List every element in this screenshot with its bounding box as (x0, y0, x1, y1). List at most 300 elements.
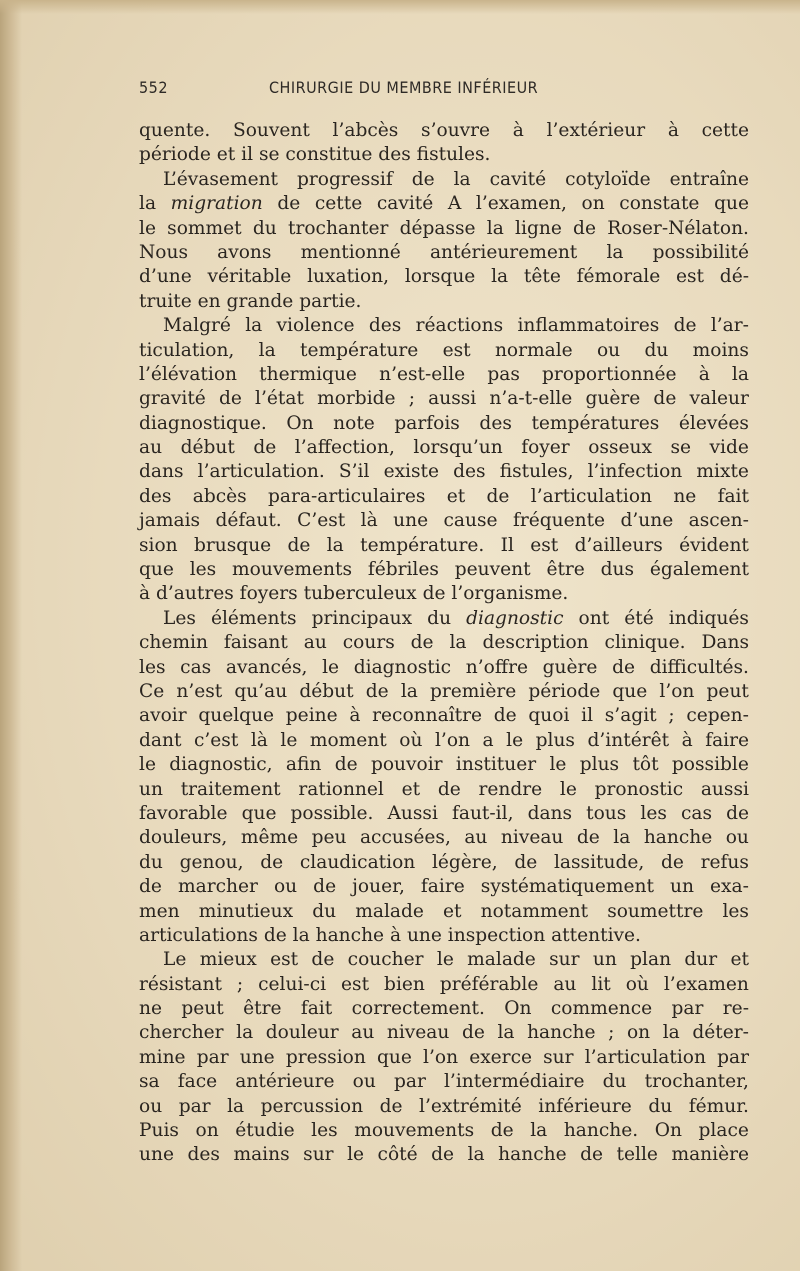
word: est (341, 973, 370, 995)
word: on (195, 1120, 219, 1142)
word: résistant (139, 973, 222, 995)
word: on (626, 1022, 651, 1044)
word: refus (700, 851, 749, 873)
word: de (411, 168, 435, 190)
word: dans (527, 802, 573, 824)
word: d’intérêt (587, 729, 670, 751)
word: là (360, 510, 378, 532)
word: il (581, 705, 594, 727)
word: A (447, 193, 462, 215)
word: favorable (139, 802, 228, 824)
word: le (139, 217, 156, 239)
word: Les (163, 607, 196, 629)
word: du (644, 339, 669, 361)
word: la (258, 339, 276, 361)
word: dur (684, 949, 718, 971)
word: le (280, 729, 298, 751)
word: ou (139, 1095, 163, 1117)
word: afin (285, 754, 322, 776)
word: percussion (260, 1095, 364, 1117)
word: entraîne (669, 168, 749, 190)
word: tous (586, 802, 627, 824)
word: rendre (478, 778, 543, 800)
word: et (730, 949, 749, 971)
text-line (139, 1021, 749, 1045)
word: tôt (632, 754, 659, 776)
word: des (139, 485, 172, 507)
word: mouvements (354, 1120, 475, 1142)
text-line (139, 1095, 749, 1119)
word: cette (314, 193, 363, 215)
text-line (139, 875, 749, 899)
word: est (442, 339, 471, 361)
word: la (227, 1095, 245, 1117)
text-line (139, 582, 749, 606)
word: possible. (290, 802, 374, 824)
word: des (368, 315, 402, 337)
word: le (347, 1144, 365, 1166)
word: fébriles (367, 559, 439, 581)
word: de (461, 1022, 485, 1044)
word: On (504, 998, 532, 1020)
word: les (640, 802, 667, 824)
word: brusque (193, 534, 272, 556)
word: étudie (235, 1120, 295, 1142)
word: indiqués (668, 607, 749, 629)
word: instituer (455, 754, 537, 776)
word: préférable (439, 973, 539, 995)
word: du (602, 1071, 627, 1093)
word: est (676, 266, 705, 288)
word: mine (139, 1046, 186, 1068)
word: sur (549, 949, 580, 971)
word: début (299, 680, 354, 702)
word: le (559, 778, 577, 800)
word: fait (300, 998, 333, 1020)
word: ; (668, 705, 675, 727)
word: de (277, 193, 301, 215)
word: pas (487, 363, 520, 385)
line-text: à d’autres foyers tuberculeux de l’organisme. (139, 583, 569, 605)
word: men (139, 900, 180, 922)
body-text (139, 119, 749, 1168)
word: luxation, (307, 266, 390, 288)
word: véritable (207, 266, 292, 288)
word: systématiquement (480, 876, 654, 898)
text-line (139, 948, 749, 972)
word: de (673, 315, 697, 337)
word: cas (180, 656, 212, 678)
word: malade (355, 900, 424, 922)
word: un (592, 949, 617, 971)
word: fémorale (576, 266, 661, 288)
text-line (139, 339, 749, 363)
text-line (139, 460, 749, 484)
word: l’articulation. (197, 461, 325, 483)
word: de (612, 656, 636, 678)
word: de (260, 851, 284, 873)
word: de (493, 705, 517, 727)
word: côté (377, 1144, 418, 1166)
word: et (443, 900, 462, 922)
text-line (139, 607, 749, 631)
word: la (613, 827, 631, 849)
word: Puis (139, 1120, 179, 1142)
word: pression (285, 1046, 366, 1068)
word: peut (181, 998, 224, 1020)
word: note (333, 412, 375, 434)
word: également (649, 559, 749, 581)
word: même (240, 827, 299, 849)
running-title: CHIRURGIE DU MEMBRE INFÉRIEUR (269, 78, 539, 97)
word: n’a-t-elle (489, 388, 573, 410)
word: ; (236, 973, 244, 995)
word: diagnostique. (139, 412, 267, 434)
word: défaut. (215, 510, 282, 532)
word: clinique. (604, 632, 686, 654)
word: foyer (521, 437, 570, 459)
text-line (139, 802, 749, 826)
word: sa (139, 1071, 160, 1093)
word: été (624, 607, 654, 629)
word: chemin (139, 632, 208, 654)
word: sion (139, 534, 178, 556)
word: l’élévation (139, 363, 237, 385)
word: antérieurement (429, 241, 578, 263)
text-line (139, 729, 749, 753)
word: quente. (139, 120, 211, 141)
text-line (139, 241, 749, 265)
word: l’articulation (530, 485, 653, 507)
word: l’état (255, 388, 304, 410)
word: peut (706, 680, 749, 702)
word: abcès (192, 485, 247, 507)
word: para-articulaires (268, 485, 426, 507)
word: du (427, 607, 452, 629)
word: de (218, 388, 242, 410)
word: d’une (620, 510, 674, 532)
word: peine (285, 705, 338, 727)
word: pouvoir (370, 754, 443, 776)
text-line (139, 265, 749, 289)
word: celui-ci (258, 973, 327, 995)
word: face (177, 1071, 218, 1093)
word: ne (139, 998, 162, 1020)
word: progressif (297, 168, 393, 190)
word: à (512, 120, 524, 141)
word: la (400, 680, 418, 702)
word: ; (608, 1022, 615, 1044)
word: la (606, 241, 624, 263)
text-line (139, 485, 749, 509)
word: du (648, 1095, 673, 1117)
word: période (528, 680, 601, 702)
word: de (653, 388, 677, 410)
word: n’est (176, 680, 223, 702)
word: trochanter (287, 217, 389, 239)
word: n’est-elle (379, 363, 466, 385)
word: des (479, 412, 512, 434)
word: au (553, 973, 577, 995)
word: Souvent (232, 120, 310, 141)
word: à (698, 363, 710, 385)
word: mouvements (232, 559, 352, 581)
word: faisant (223, 632, 288, 654)
word: notamment (480, 900, 589, 922)
word: sur (543, 1046, 574, 1068)
word: là (250, 729, 268, 751)
word: la (467, 1144, 485, 1166)
word: peuvent (454, 559, 531, 581)
word: au (351, 1022, 375, 1044)
word: constate (619, 193, 700, 215)
line-text: articulations de la hanche à une inspection attentive. (139, 924, 641, 946)
word: être (243, 998, 282, 1020)
word: cotyloïde (565, 168, 651, 190)
text-line (139, 534, 749, 558)
word: description (482, 632, 589, 654)
word: exa- (710, 876, 749, 898)
word: dans (139, 461, 184, 483)
word: Le (163, 949, 187, 971)
word: niveau (500, 827, 564, 849)
word: On (654, 1120, 682, 1142)
text-line (139, 192, 749, 216)
text-line (139, 997, 749, 1021)
word: inflammatoires (517, 315, 660, 337)
text-line (139, 753, 749, 777)
word: malade (467, 949, 536, 971)
word: morbide (317, 388, 396, 410)
word: principaux (311, 607, 413, 629)
word: des (187, 1144, 220, 1166)
word: le (506, 729, 524, 751)
word: à (681, 729, 693, 751)
word: fréquente (512, 510, 606, 532)
word: osseux (588, 437, 652, 459)
word: au (139, 437, 163, 459)
text-line (139, 217, 749, 241)
word: Dans (701, 632, 749, 654)
word: qu’au (234, 680, 288, 702)
word: température. (360, 534, 485, 556)
word: cette (701, 120, 749, 141)
word: et (446, 485, 466, 507)
word: valeur (689, 388, 749, 410)
word: sur (303, 1144, 334, 1166)
word: la (453, 168, 471, 190)
word: lorsqu’un (413, 437, 503, 459)
word: de (486, 485, 510, 507)
word: faire (705, 729, 749, 751)
word: légère, (431, 851, 498, 873)
word: lorsque (404, 266, 476, 288)
text-line (139, 387, 749, 411)
word: genou, (179, 851, 244, 873)
text-line (139, 314, 749, 338)
word: commence (550, 998, 653, 1020)
word: proportionnée (542, 363, 677, 385)
text-line (139, 778, 749, 802)
word: fémur. (688, 1095, 749, 1117)
text-line (139, 900, 749, 924)
word: le (139, 754, 156, 776)
word: l’infection (587, 461, 683, 483)
word: l’examen (663, 973, 749, 995)
text-line (139, 412, 749, 436)
word: cause (443, 510, 498, 532)
word: à (667, 120, 679, 141)
word: de (514, 851, 538, 873)
word: fistules, (499, 461, 574, 483)
word: cepen- (686, 705, 749, 727)
word: du (139, 851, 163, 873)
word: le (436, 949, 454, 971)
word: inférieure (538, 1095, 632, 1117)
word: la (497, 1022, 515, 1044)
word: de (410, 632, 434, 654)
word: la (245, 315, 263, 337)
word: avoir (139, 705, 187, 727)
word: c’est (193, 729, 239, 751)
emphasis-word: diagnostic (466, 607, 564, 629)
word: que (241, 802, 277, 824)
text-line (139, 1070, 749, 1094)
word: de (139, 876, 162, 898)
word: à (349, 705, 361, 727)
text-line (139, 851, 749, 875)
word: au (464, 827, 488, 849)
word: de (365, 680, 389, 702)
page-top-edge (0, 0, 800, 14)
word: correctement. (351, 998, 485, 1020)
word: Il (500, 534, 514, 556)
word: cavité (376, 193, 434, 215)
word: températures (531, 412, 660, 434)
word: réactions (415, 315, 504, 337)
text-line (139, 1046, 749, 1070)
word: ou (352, 1071, 376, 1093)
word: est (270, 949, 299, 971)
emphasis-word: migration (170, 193, 263, 215)
word: dus (600, 559, 635, 581)
word: vide (709, 437, 749, 459)
word: élevées (678, 412, 749, 434)
word: ne (673, 485, 697, 507)
word: cours (342, 632, 395, 654)
text-line (139, 631, 749, 655)
word: S’il (338, 461, 370, 483)
word: les (189, 559, 217, 581)
word: les (311, 1120, 338, 1142)
word: jouer, (352, 876, 405, 898)
word: ascen- (688, 510, 749, 532)
word: Roser-Nélaton. (607, 217, 749, 239)
word: gravité (139, 388, 206, 410)
word: la (491, 266, 509, 288)
word: l’examen, (475, 193, 567, 215)
word: la (731, 363, 749, 385)
word: une (139, 1144, 174, 1166)
word: avons (217, 241, 272, 263)
word: existe (383, 461, 440, 483)
word: soumettre (607, 900, 704, 922)
word: un (139, 778, 163, 800)
text-line (139, 656, 749, 680)
word: claudication (299, 851, 416, 873)
word: peu (311, 827, 347, 849)
word: traitement (180, 778, 281, 800)
word: la (326, 534, 344, 556)
word: du (312, 900, 337, 922)
word: de (311, 949, 335, 971)
word: le (549, 754, 567, 776)
word: de (573, 217, 596, 239)
word: la (486, 217, 504, 239)
word: difficultés. (649, 656, 749, 678)
word: la (449, 632, 467, 654)
word: s’ouvre (421, 120, 491, 141)
word: hanche (643, 827, 713, 849)
word: une (239, 1046, 275, 1068)
word: minutieux (198, 900, 294, 922)
word: la (662, 1022, 680, 1044)
word: un (670, 876, 694, 898)
word: de (726, 802, 749, 824)
word: de (580, 1144, 604, 1166)
word: ; (408, 388, 415, 410)
word: dépasse (399, 217, 476, 239)
word: ont (578, 607, 610, 629)
word: rationnel (298, 778, 384, 800)
word: tête (523, 266, 561, 288)
word: niveau (386, 1022, 450, 1044)
word: par (196, 1046, 229, 1068)
word: les (722, 900, 749, 922)
word: de (490, 1120, 514, 1142)
word: antérieure (235, 1071, 335, 1093)
word: température (299, 339, 419, 361)
word: s’agit (604, 705, 657, 727)
word: que (612, 680, 648, 702)
word: quelque (198, 705, 275, 727)
word: éléments (210, 607, 297, 629)
text-line (139, 1119, 749, 1143)
word: marcher (177, 876, 258, 898)
word: l’on (659, 680, 695, 702)
word: normale (494, 339, 573, 361)
text-line (139, 1143, 749, 1167)
word: est (530, 534, 559, 556)
word: ou (273, 876, 298, 898)
word: ou (596, 339, 621, 361)
word: telle (616, 1144, 658, 1166)
word: dant (139, 729, 182, 751)
word: moment (309, 729, 387, 751)
text-line (139, 119, 749, 143)
word: parfois (394, 412, 460, 434)
word: première (429, 680, 517, 702)
word: violence (276, 315, 355, 337)
word: aussi (700, 778, 749, 800)
text-line (139, 973, 749, 997)
word: guère (542, 656, 598, 678)
text-line (139, 704, 749, 728)
word: déter- (692, 1022, 749, 1044)
word: douleurs, (139, 827, 228, 849)
word: On (286, 412, 314, 434)
word: par (717, 1046, 749, 1068)
